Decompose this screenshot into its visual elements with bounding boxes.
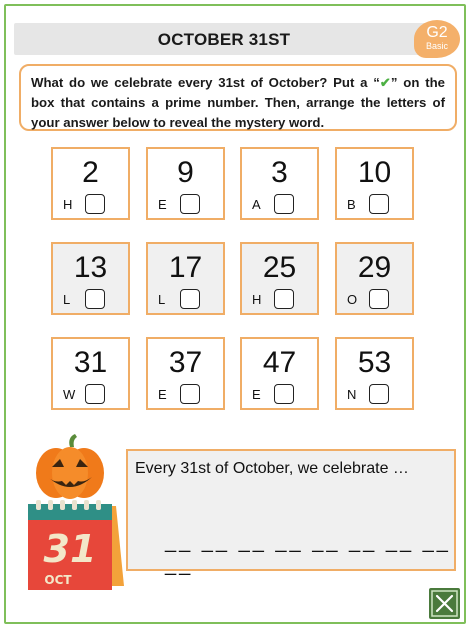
checkmark-icon: ✔ — [379, 75, 391, 90]
card-letter: O — [347, 292, 358, 307]
card-checkbox[interactable] — [369, 194, 389, 214]
card-number: 13 — [73, 251, 108, 284]
number-card — [335, 242, 414, 315]
card-letter: E — [158, 387, 167, 402]
grade-badge — [414, 20, 460, 58]
card-checkbox[interactable] — [85, 194, 105, 214]
card-number: 10 — [357, 156, 392, 189]
answer-box — [126, 449, 456, 576]
instructions-text-start: What do we celebrate every 31st of October? Put a “ — [31, 75, 380, 90]
answer-blanks[interactable]: __ __ __ __ __ __ __ __ __ — [165, 531, 451, 576]
card-number: 53 — [357, 346, 392, 379]
page-title: OCTOBER 31ST — [157, 30, 291, 49]
card-checkbox[interactable] — [274, 289, 294, 309]
card-checkbox[interactable] — [274, 194, 294, 214]
card-letter: L — [158, 292, 166, 307]
card-checkbox[interactable] — [369, 289, 389, 309]
number-card — [146, 147, 225, 220]
number-card — [240, 147, 319, 220]
number-card — [335, 147, 414, 220]
number-card — [240, 242, 319, 315]
card-letter: L — [63, 292, 71, 307]
instructions-text-end: ” on the box that contains a prime number. Then, arrange the letters of your answer below to reveal the mystery word. — [31, 75, 445, 130]
card-number: 17 — [168, 251, 203, 284]
grade-label: G2 — [426, 24, 448, 41]
card-number: 3 — [271, 156, 288, 189]
card-letter: A — [252, 197, 261, 212]
number-card — [146, 337, 225, 410]
card-number: 9 — [177, 156, 194, 189]
card-checkbox[interactable] — [85, 289, 105, 309]
number-card — [51, 337, 130, 410]
card-number: 47 — [262, 346, 297, 379]
grade-level: Basic — [425, 41, 448, 51]
card-number: 37 — [168, 346, 203, 379]
card-letter: H — [63, 197, 73, 212]
calendar-month: OCT — [44, 573, 72, 587]
card-letter: N — [347, 387, 357, 402]
card-checkbox[interactable] — [180, 194, 200, 214]
card-letter: E — [252, 387, 261, 402]
card-number: 29 — [357, 251, 392, 284]
card-number: 31 — [73, 346, 108, 379]
number-card — [51, 147, 130, 220]
card-checkbox[interactable] — [85, 384, 105, 404]
card-checkbox[interactable] — [274, 384, 294, 404]
card-checkbox[interactable] — [369, 384, 389, 404]
number-card — [51, 242, 130, 315]
card-letter: B — [347, 197, 356, 212]
number-card — [240, 337, 319, 410]
number-card — [146, 242, 225, 315]
card-letter: E — [158, 197, 167, 212]
tools-logo-icon — [429, 588, 460, 619]
answer-prompt: Every 31st of October, we celebrate … — [135, 460, 409, 477]
number-card — [335, 337, 414, 410]
card-number: 2 — [82, 156, 99, 189]
card-checkbox[interactable] — [180, 289, 200, 309]
calendar-day: 31 — [43, 527, 97, 571]
pumpkin-icon — [34, 433, 106, 501]
card-letter: W — [63, 387, 76, 402]
card-letter: H — [252, 292, 262, 307]
card-checkbox[interactable] — [180, 384, 200, 404]
calendar-icon — [20, 500, 126, 592]
instructions-box — [19, 64, 457, 131]
card-number: 25 — [262, 251, 297, 284]
title-bar — [14, 23, 434, 55]
